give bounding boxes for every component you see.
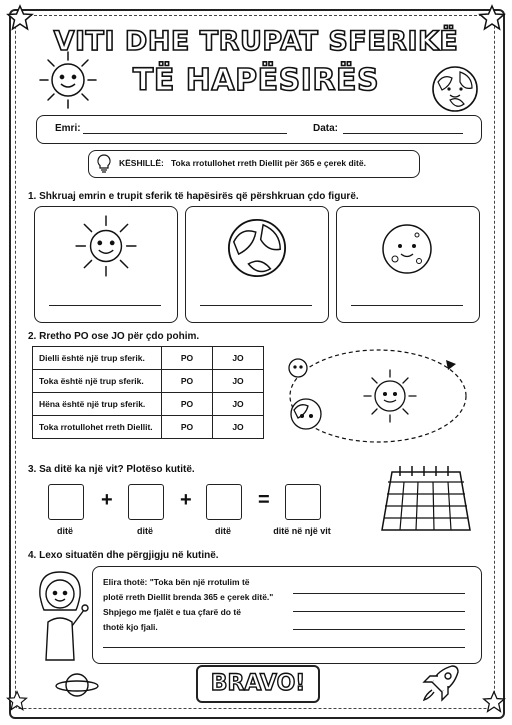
statement-cell: Hëna është një trup sferik. [33,393,162,416]
days-caption: ditë [56,526,73,536]
situation-line: Elira thotë: "Toka bën një rrotulim të [103,577,250,587]
table-row [33,370,264,393]
bravo-banner: BRAVO! [196,665,320,703]
answer-line[interactable] [293,611,465,612]
plus-sign: + [180,489,192,511]
answer-line[interactable] [103,647,465,648]
table-row [33,347,264,370]
sun-icon [36,48,100,112]
tip-label: KËSHILLË: [119,158,164,168]
star-icon [482,690,506,714]
equals-sign: = [258,489,270,511]
calendar-icon [378,460,474,536]
answer-box [92,566,482,664]
date-field[interactable] [343,133,463,134]
sun-icon [73,213,139,279]
days-total-box[interactable] [285,484,321,520]
yes-option[interactable]: PO [162,370,213,393]
question-1: 1. Shkruaj emrin e trupit sferik të hapësirës që përshkruan çdo figurë. [28,191,359,202]
date-label: Data: [313,123,339,134]
earth-icon [428,62,482,116]
situation-line: thotë kjo fjali. [103,622,158,632]
answer-line[interactable] [293,629,465,630]
answer-line-2[interactable] [200,305,312,306]
page-title: VITI DHE TRUPAT SFERIKË [53,26,459,57]
girl-icon [28,566,94,662]
days-box-2[interactable] [128,484,164,520]
answer-line-1[interactable] [49,305,161,306]
no-option[interactable]: JO [213,393,264,416]
question-2: 2. Rretho PO ose JO për çdo pohim. [28,331,200,342]
table-row [33,416,264,439]
days-caption: ditë në një vit [273,526,331,536]
days-box-1[interactable] [48,484,84,520]
name-label: Emri: [55,123,81,134]
lightbulb-icon [95,154,113,174]
moon-icon [377,219,437,279]
earth-icon [224,215,290,281]
planet-icon [54,668,100,702]
no-option[interactable]: JO [213,347,264,370]
answer-line[interactable] [293,593,465,594]
question-4: 4. Lexo situatën dhe përgjigju në kutinë. [28,550,219,561]
no-option[interactable]: JO [213,416,264,439]
picture-box-sun [34,206,178,323]
table-row [33,393,264,416]
situation-line: Shpjego me fjalët e tua çfarë do të [103,607,241,617]
page-subtitle: TË HAPËSIRËS [132,63,380,98]
yes-option[interactable]: PO [162,416,213,439]
plus-sign: + [101,489,113,511]
name-field[interactable] [83,133,287,134]
statement-cell: Dielli është një trup sferik. [33,347,162,370]
yes-option[interactable]: PO [162,393,213,416]
statement-cell: Toka është një trup sferik. [33,370,162,393]
picture-box-earth [185,206,329,323]
days-box-3[interactable] [206,484,242,520]
answer-line-3[interactable] [351,305,463,306]
days-caption: ditë [214,526,231,536]
statement-cell: Toka rrotullohet rreth Diellit. [33,416,162,439]
days-caption: ditë [136,526,153,536]
yes-option[interactable]: PO [162,347,213,370]
yes-no-table [32,346,264,439]
star-icon [6,690,28,712]
name-date-box [36,115,482,144]
situation-text [103,575,303,635]
rocket-icon [418,662,462,706]
picture-box-moon [336,206,480,323]
no-option[interactable]: JO [213,370,264,393]
orbit-illustration [278,342,478,450]
situation-line: plotë rreth Diellit brenda 365 e çerek ditë." [103,592,274,602]
tip-box [88,150,420,178]
question-3: 3. Sa ditë ka një vit? Plotëso kutitë. [28,464,195,475]
tip-text: Toka rrotullohet rreth Diellit për 365 e çerek ditë. [171,158,366,168]
